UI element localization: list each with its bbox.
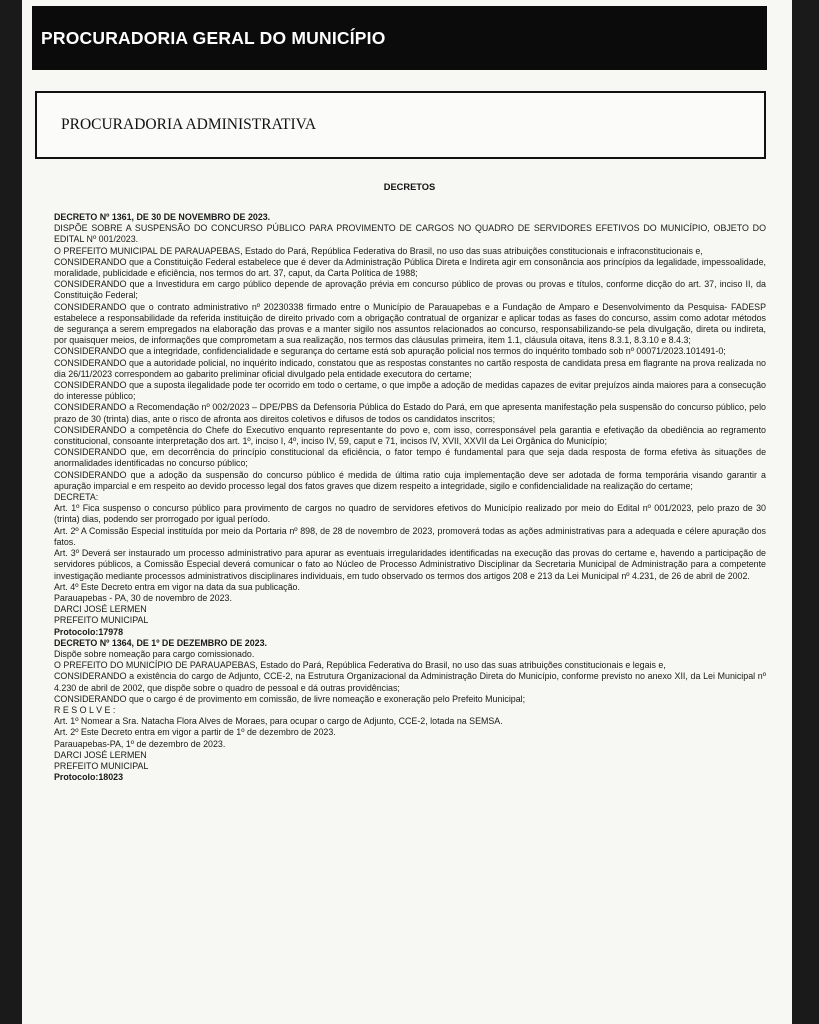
decree1-paragraph: Art. 4º Este Decreto entra em vigor na data da sua publicação. (54, 581, 300, 592)
decree1-paragraph: CONSIDERANDO que a suposta ilegalidade pode ter ocorrido em todo o certame, o que impõe a adoção de medidas capazes de evitar prejuízos ainda maiores para a consecução do interesse público; (54, 380, 766, 402)
decree1-paragraph: CONSIDERANDO que, em decorrência do princípio constitucional da eficiência, o fator tempo é fundamental para que seja dada resposta de forma efetiva às situações de anormalidades identificadas no concurso público; (54, 447, 766, 469)
decree1-paragraph: Art. 2º A Comissão Especial instituída por meio da Portaria nº 898, de 28 de novembro de 2023, promoverá todas as ações administrativas para a adequada e célere apuração dos fatos. (54, 525, 766, 547)
decree-2-title: DECRETO Nº 1364, DE 1º DE DEZEMBRO DE 2023. (54, 637, 267, 648)
decree1-paragraph: DISPÕE SOBRE A SUSPENSÃO DO CONCURSO PÚBLICO PARA PROVIMENTO DE CARGOS NO QUADRO DE SERVIDORES EFETIVOS DO MUNICÍPIO, OBJETO DO EDITAL Nº 001/2023. (54, 223, 766, 245)
decree1-paragraph: CONSIDERANDO que a Investidura em cargo público depende de aprovação prévia em concurso público de provas ou provas e títulos, conforme dicção do art. 37, inciso II, da Constituição Federal; (54, 279, 766, 301)
decree1-paragraph: O PREFEITO MUNICIPAL DE PARAUAPEBAS, Estado do Pará, República Federativa do Brasil, no uso das suas atribuições constitucionais e infraconstitucionais e, (54, 245, 703, 256)
decree1-paragraph: DECRETA: (54, 492, 99, 503)
subtitle-text: PROCURADORIA ADMINISTRATIVA (61, 116, 317, 133)
decree2-paragraph: Parauapebas-PA, 1º de dezembro de 2023. (54, 738, 226, 749)
decree1-paragraph: CONSIDERANDO a competência do Chefe do Executivo enquanto representante do povo e, com isso, corresponsável pela garantia e efetivação da obediência ao regramento constitucional, consoante interpretação dos art. 1º, inciso I, 4º, inciso IV, 59, caput e 71, incisos IV, XVII, XXVII da Lei Orgânica do Município; (54, 424, 766, 447)
subtitle-box (35, 91, 766, 159)
decree-2-protocol: Protocolo:18023 (54, 772, 124, 783)
decree-1-text (54, 223, 766, 626)
decree1-paragraph: CONSIDERANDO que a adoção da suspensão do concurso público é medida de última ratio cuja implementação deve ser adotada de forma temporária visando garantir a apuração imparcial e em respeito ao devido processo legal dos fatos graves que dizem respeito a integridade, sigilo e confidencialidade na realização do certame; (54, 469, 766, 491)
section-title: DECRETOS (383, 182, 436, 192)
decree1-paragraph: CONSIDERANDO que o contrato administrativo nº 20230338 firmado entre o Município de Parauapebas e a Fundação de Amparo e Desenvolvimento da Pesquisa- FADESP estabelece a responsabilidade da referida instituição de direito privado com a obrigação contratual de organizar e aplicar todas as fases do concurso, assim como adotar métodos de segurança a serem empregados na elaboração das provas e a manter sigilo nos assuntos relacionados ao concurso, responsabilizando-se pela divulgação, direta ou indireta, por quaisquer meios, de informações que comprometam a sua realização, nos termos das cláusulas primeira, item 1.1, cláusula oitava, itens 8.3.1, 8.3.10 e 8.4.3; (54, 301, 766, 346)
decree1-paragraph: Parauapebas - PA, 30 de novembro de 2023. (54, 592, 232, 603)
decree2-paragraph: PREFEITO MUNICIPAL (54, 760, 149, 771)
decree2-paragraph: Art. 1º Nomear a Sra. Natacha Flora Alves de Moraes, para ocupar o cargo de Adjunto, CCE-2, lotada na SEMSA. (54, 716, 503, 727)
decree1-paragraph: PREFEITO MUNICIPAL (54, 615, 149, 626)
decree2-paragraph: Dispõe sobre nomeação para cargo comissionado. (54, 648, 255, 659)
decrees-body (54, 212, 766, 783)
header-banner (32, 6, 767, 70)
decree-1-protocol: Protocolo:17978 (54, 626, 124, 637)
decree1-paragraph: CONSIDERANDO que a autoridade policial, no inquérito indicado, constatou que as respostas constantes no cartão resposta de candidata presa em flagrante na prova realizada no dia 26/11/2023 correspondem ao gabarito preliminar oficial divulgado pela entidade executora do certame; (54, 357, 766, 379)
decree1-paragraph: Art. 3º Deverá ser instaurado um processo administrativo para apurar as eventuais irregularidades identificadas na execução das provas do certame e, havendo a participação de servidores públicos, a Comissão Especial deverá comunicar o fato ao Núcleo de Processo Administrativo Disciplinar da Secretaria Municipal de Administração para a competente investigação mediante processos administrativos disciplinares individuais, em tudo observado os termos dos artigos 208 e 213 da Lei Municipal nº 4.231, de 26 de abril de 2002. (54, 548, 766, 581)
decree2-paragraph: CONSIDERANDO que o cargo é de provimento em comissão, de livre nomeação e exoneração pelo Prefeito Municipal; (54, 693, 526, 704)
decree2-paragraph: Art. 2º Este Decreto entra em vigor a partir de 1º de dezembro de 2023. (54, 727, 336, 738)
decree1-paragraph: CONSIDERANDO a Recomendação nº 002/2023 – DPE/PBS da Defensoria Pública do Estado do Pará, em que apresenta manifestação pela suspensão do concurso público, pelo prazo de 30 (trinta) dias, ante o risco de afronta aos direitos coletivos e difusos de todos os candidatos inscritos; (54, 402, 766, 424)
decree1-paragraph: Art. 1º Fica suspenso o concurso público para provimento de cargos no quadro de servidores efetivos do Município realizado por meio do Edital nº 001/2023, pelo prazo de 30 (trinta) dias, podendo ser prorrogado por igual período. (54, 503, 766, 525)
decree2-paragraph: CONSIDERANDO a existência do cargo de Adjunto, CCE-2, na Estrutura Organizacional da Administração Direta do Município, conforme previsto no anexo XII, da Lei Municipal nº 4.230 de abril de 2002, que dispõe sobre o quadro de pessoal e dá outras providências; (54, 671, 766, 693)
decree1-paragraph: CONSIDERANDO que a Constituição Federal estabelece que é dever da Administração Pública Direta e Indireta agir em consonância aos princípios da legalidade, impessoalidade, moralidade, publicidade e eficiência, nos termos do art. 37, caput, da Carta Política de 1988; (54, 256, 766, 279)
decree-1-title: DECRETO Nº 1361, DE 30 DE NOVEMBRO DE 2023. (54, 212, 271, 222)
banner-title: PROCURADORIA GERAL DO MUNICÍPIO (41, 27, 386, 48)
decree-2-text (54, 649, 766, 772)
decree2-paragraph: R E S O L V E : (54, 704, 116, 715)
decree2-paragraph: DARCI JOSÉ LERMEN (54, 749, 147, 760)
decree2-paragraph: O PREFEITO DO MUNICÍPIO DE PARAUAPEBAS, Estado do Pará, República Federativa do Brasil, no uso das suas atribuições constitucionais e legais e, (54, 660, 666, 671)
decree1-paragraph: CONSIDERANDO que a integridade, confidencialidade e segurança do certame está sob apuração policial nos termos do inquérito tombado sob nº 00071/2023.101491-0; (54, 346, 726, 357)
decree1-paragraph: DARCI JOSÉ LERMEN (54, 604, 147, 615)
